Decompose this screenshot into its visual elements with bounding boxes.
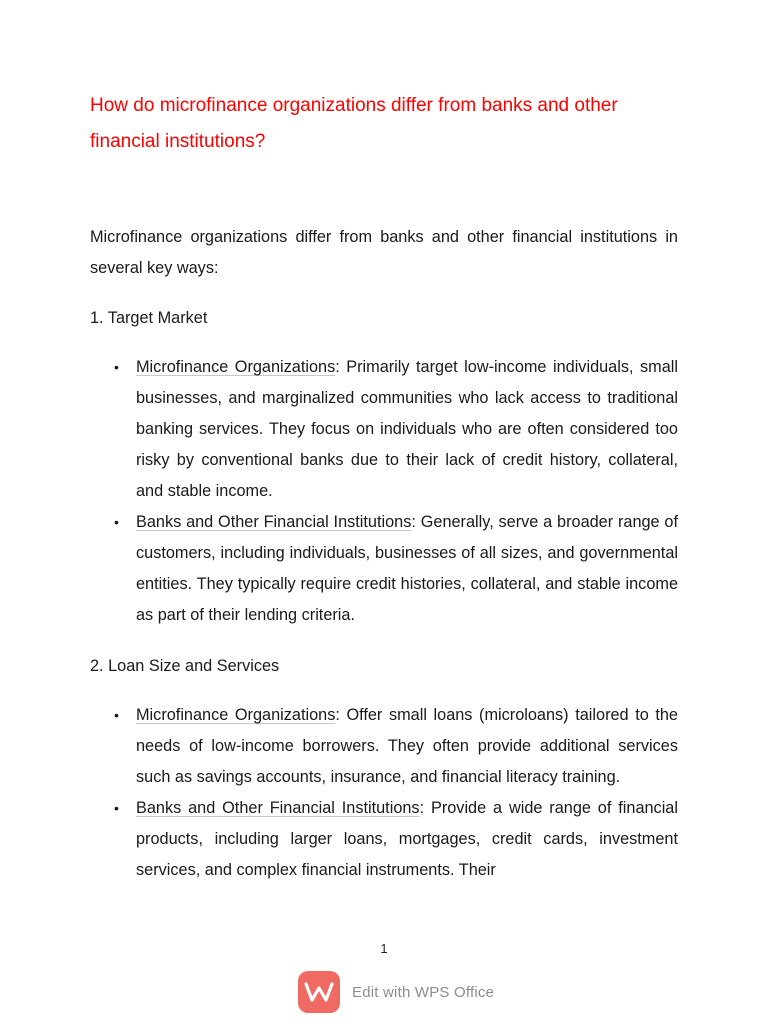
section-heading-target-market: 1. Target Market [90, 309, 208, 327]
list-item [90, 507, 678, 631]
page-title: How do microfinance organizations differ from banks and other financial institutions? [90, 95, 618, 152]
bullet-term: Banks and Other Financial Institutions [136, 799, 420, 817]
wps-logo-icon [298, 971, 340, 1013]
bullet-term: Banks and Other Financial Institutions [136, 513, 412, 531]
target-market-list [90, 352, 678, 631]
list-item [90, 700, 678, 793]
section-heading-loan-size: 2. Loan Size and Services [90, 657, 280, 675]
wps-edit-label[interactable]: Edit with WPS Office [352, 983, 495, 1001]
wps-edit-banner[interactable] [298, 970, 494, 1014]
bullet-term: Microfinance Organizations [136, 706, 336, 724]
bullet-text: : Offer small loans (microloans) tailored to the needs of low-income borrowers. They often provide additional services such as savings accounts, insurance, and financial literacy training. [136, 706, 678, 786]
list-item [90, 352, 678, 507]
page-number: 1 [380, 941, 388, 956]
intro-paragraph: Microfinance organizations differ from banks and other financial institutions in several key ways: [90, 228, 678, 277]
bullet-text: : Provide a wide range of financial products, including larger loans, mortgages, credit cards, investment services, and complex financial instruments. Their [136, 799, 678, 879]
bullet-text: : Primarily target low-income individuals, small businesses, and marginalized communities who lack access to traditional banking services. They focus on individuals who are often considered too risky by conventional banks due to their lack of credit history, collateral, and stable income. [136, 358, 678, 500]
bullet-term: Microfinance Organizations [136, 358, 336, 376]
loan-size-list [90, 700, 678, 886]
bullet-text: : Generally, serve a broader range of customers, including individuals, businesses of all sizes, and governmental entities. They typically require credit histories, collateral, and stable income as part of their lending criteria. [136, 513, 678, 624]
wps-w-icon [304, 981, 334, 1003]
list-item [90, 793, 678, 886]
